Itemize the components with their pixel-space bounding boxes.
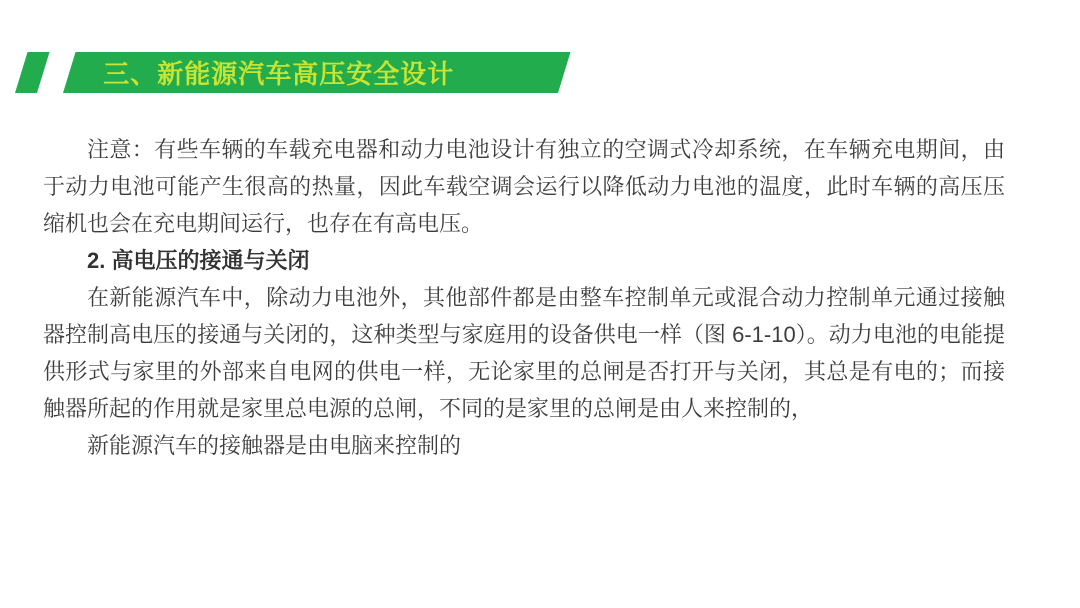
header-banner <box>63 52 571 93</box>
slide-title: 三、新能源汽车高压安全设计 <box>103 59 455 89</box>
paragraph-closing: 新能源汽车的接触器是由电脑来控制的 <box>87 433 462 458</box>
slide-header <box>0 52 1080 93</box>
header-accent-parallelogram <box>15 52 50 93</box>
slide-body <box>43 131 1005 464</box>
section-heading: 2. 高电压的接通与关闭 <box>87 248 310 273</box>
paragraph-main: 在新能源汽车中，除动力电池外，其他部件都是由整车控制单元或混合动力控制单元通过接触器控制高电压的接通与关闭的，这种类型与家庭用的设备供电一样（图 6-1-10）。动力电池的电能提供形式与家里的外部来自电网的供电一样，无论家里的总闸是否打开与关闭，其总是有电的；而接触器所起的作用就是家里总电源的总闸，不同的是家里的总闸是由人来控制的， <box>43 285 1005 421</box>
paragraph-note: 注意：有些车辆的车载充电器和动力电池设计有独立的空调式冷却系统，在车辆充电期间，由于动力电池可能产生很高的热量，因此车载空调会运行以降低动力电池的温度，此时车辆的高压压缩机也会在充电期间运行，也存在有高电压。 <box>43 137 1005 236</box>
